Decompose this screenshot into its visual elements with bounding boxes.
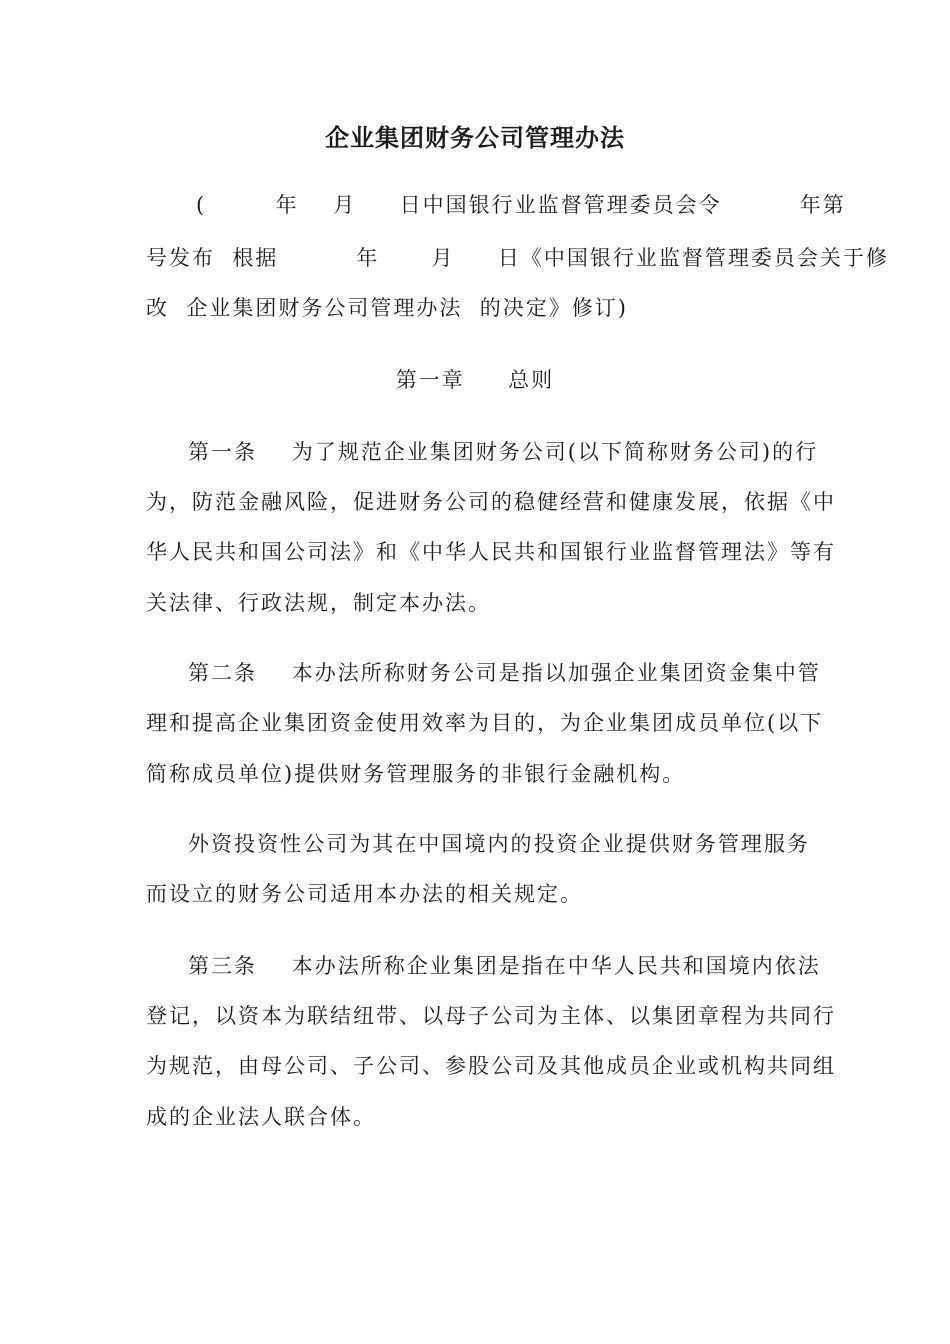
article-line: 第二条 本办法所称财务公司是指以加强企业集团资金集中管 — [188, 661, 821, 685]
article-line: 为，防范金融风险，促进财务公司的稳健经营和健康发展，依据《中 — [146, 490, 836, 514]
article-line: 第一条 为了规范企业集团财务公司(以下简称财务公司)的行 — [188, 440, 819, 464]
article-line: 简称成员单位)提供财务管理服务的非银行金融机构。 — [146, 762, 686, 786]
chapter-heading: 第一章 总则 — [395, 368, 555, 392]
article-line: 理和提高企业集团资金使用效率为目的，为企业集团成员单位(以下 — [146, 711, 824, 735]
paragraph-line: 外资投资性公司为其在中国境内的投资企业提供财务管理服务 — [188, 832, 810, 856]
article-line: 关法律、行政法规，制定本办法。 — [146, 591, 491, 615]
preamble-line: ( 年 月 日中国银行业监督管理委员会令 年第 — [196, 193, 846, 217]
article-line: 华人民共和国公司法》和《中华人民共和国银行业监督管理法》等有 — [146, 540, 836, 564]
preamble-line: 号发布 根据 年 月 日《中国银行业监督管理委员会关于修 — [146, 246, 889, 270]
article-line: 第三条 本办法所称企业集团是指在中华人民共和国境内依法 — [188, 954, 821, 978]
document-title: 企业集团财务公司管理办法 — [325, 124, 625, 152]
paragraph-line: 而设立的财务公司适用本办法的相关规定。 — [146, 882, 583, 906]
article-line: 成的企业法人联合体。 — [146, 1105, 376, 1129]
preamble-line: 改 企业集团财务公司管理办法 的决定》修订) — [146, 296, 628, 320]
article-line: 为规范，由母公司、子公司、参股公司及其他成员企业或机构共同组 — [146, 1054, 836, 1078]
article-line: 登记，以资本为联结纽带、以母子公司为主体、以集团章程为共同行 — [146, 1004, 836, 1028]
